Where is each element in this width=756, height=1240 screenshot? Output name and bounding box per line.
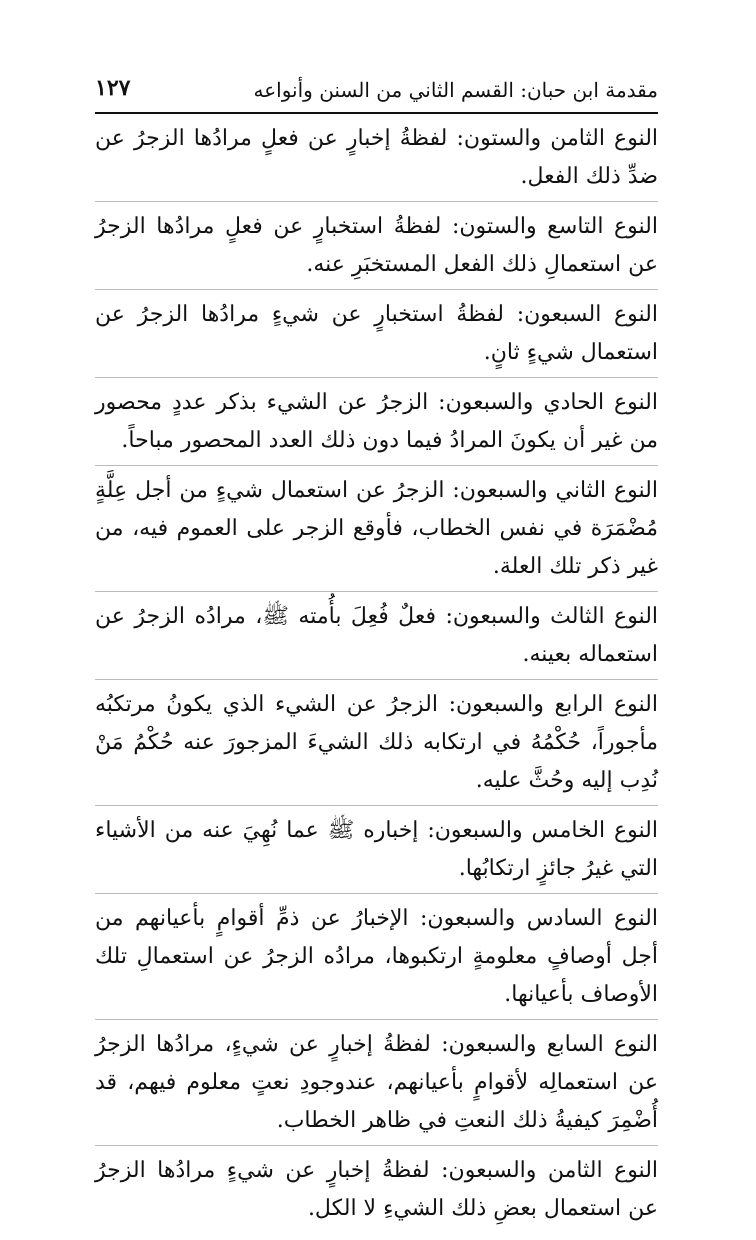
paragraph-label: النوع الحادي والسبعون: bbox=[438, 390, 658, 415]
paragraph-label: النوع السبعون: bbox=[516, 302, 658, 327]
paragraph-label: النوع الخامس والسبعون: bbox=[427, 818, 658, 843]
paragraph-label: النوع الثاني والسبعون: bbox=[452, 478, 658, 503]
paragraph-68 bbox=[95, 120, 658, 196]
page-number: ١٢٧ bbox=[95, 75, 131, 101]
paragraph-label: النوع الرابع والسبعون: bbox=[448, 692, 658, 717]
paragraph-text: لفظةُ استخبارٍ عن شيءٍ مرادُها الزجرُ عن استعمال شيءٍ ثانٍ. bbox=[95, 302, 658, 365]
paragraph-label: النوع السابع والسبعون: bbox=[441, 1032, 658, 1057]
paragraph-text: لفظةُ إخبارٍ عن شيءٍ مرادُها الزجرُ عن استعمال بعضِ ذلك الشيءِ لا الكل. bbox=[95, 1158, 658, 1221]
paragraph-77 bbox=[95, 1026, 658, 1140]
paragraph-text: إخباره ﷺ عما نُهِيَ عنه من الأشياء التي غيرُ جائزٍ ارتكابُها. bbox=[95, 818, 658, 881]
paragraph-75 bbox=[95, 812, 658, 888]
paragraph-76 bbox=[95, 900, 658, 1014]
paragraph-label: النوع التاسع والستون: bbox=[451, 214, 658, 239]
paragraph-72 bbox=[95, 472, 658, 586]
paragraph-text: الزجرُ عن استعمال شيءٍ من أجل عِلَّةٍ مُضْمَرَة في نفس الخطاب، فأوقع الزجر على العموم فيه، من غير ذكر تلك العلة. bbox=[95, 478, 658, 579]
paragraph-70 bbox=[95, 296, 658, 372]
running-title: مقدمة ابن حبان: القسم الثاني من السنن وأنواعه bbox=[253, 78, 658, 102]
paragraph-78 bbox=[95, 1152, 658, 1228]
paragraph-73 bbox=[95, 598, 658, 674]
paragraph-text: الزجرُ عن الشيء الذي يكونُ مرتكبُه مأجوراً، حُكْمُهُ في ارتكابه ذلك الشيءَ المزجورَ عنه حُكْمُ مَنْ نُدِب إليه وحُثَّ عليه. bbox=[95, 692, 658, 793]
paragraph-74 bbox=[95, 686, 658, 800]
running-header bbox=[95, 76, 658, 106]
paragraph-text: لفظةُ إخبارٍ عن فعلٍ مرادُها الزجرُ عن ضدِّ ذلك الفعل. bbox=[95, 126, 658, 189]
paragraph-label: النوع الثالث والسبعون: bbox=[445, 604, 659, 629]
paragraph-text: فعلٌ فُعِلَ بأُمته ﷺ، مرادُه الزجرُ عن استعماله بعينه. bbox=[95, 604, 658, 667]
paragraph-text: الزجرُ عن الشيء بذكر عددٍ محصور من غير أن يكونَ المرادُ فيما دون ذلك العدد المحصور مباحاً. bbox=[95, 390, 658, 453]
body-text bbox=[95, 120, 658, 1240]
paragraph-label: النوع السادس والسبعون: bbox=[420, 906, 658, 931]
paragraph-69 bbox=[95, 208, 658, 284]
paragraph-71 bbox=[95, 384, 658, 460]
paragraph-label: النوع الثامن والستون: bbox=[456, 126, 659, 151]
paragraph-label: النوع الثامن والسبعون: bbox=[441, 1158, 659, 1183]
paragraph-text: لفظةُ إخبارٍ عن شيءٍ، مرادُها الزجرُ عن استعمالِه لأقوامٍ بأعيانهم، عندوجودِ نعتٍ معلوم فيهم، قد أُضْمِرَ كيفيةُ ذلك النعتِ في ظاهر الخطاب. bbox=[95, 1032, 658, 1133]
paragraph-text: لفظةُ استخبارٍ عن فعلٍ مرادُها الزجرُ عن استعمالِ ذلك الفعل المستخبَرِ عنه. bbox=[95, 214, 658, 277]
paragraph-text: الإخبارُ عن ذمِّ أقوامٍ بأعيانهم من أجل أوصافٍ معلومةٍ ارتكبوها، مرادُه الزجرُ عن استعمالِ تلك الأوصاف بأعيانها. bbox=[95, 906, 658, 1007]
header-rule bbox=[95, 112, 658, 114]
